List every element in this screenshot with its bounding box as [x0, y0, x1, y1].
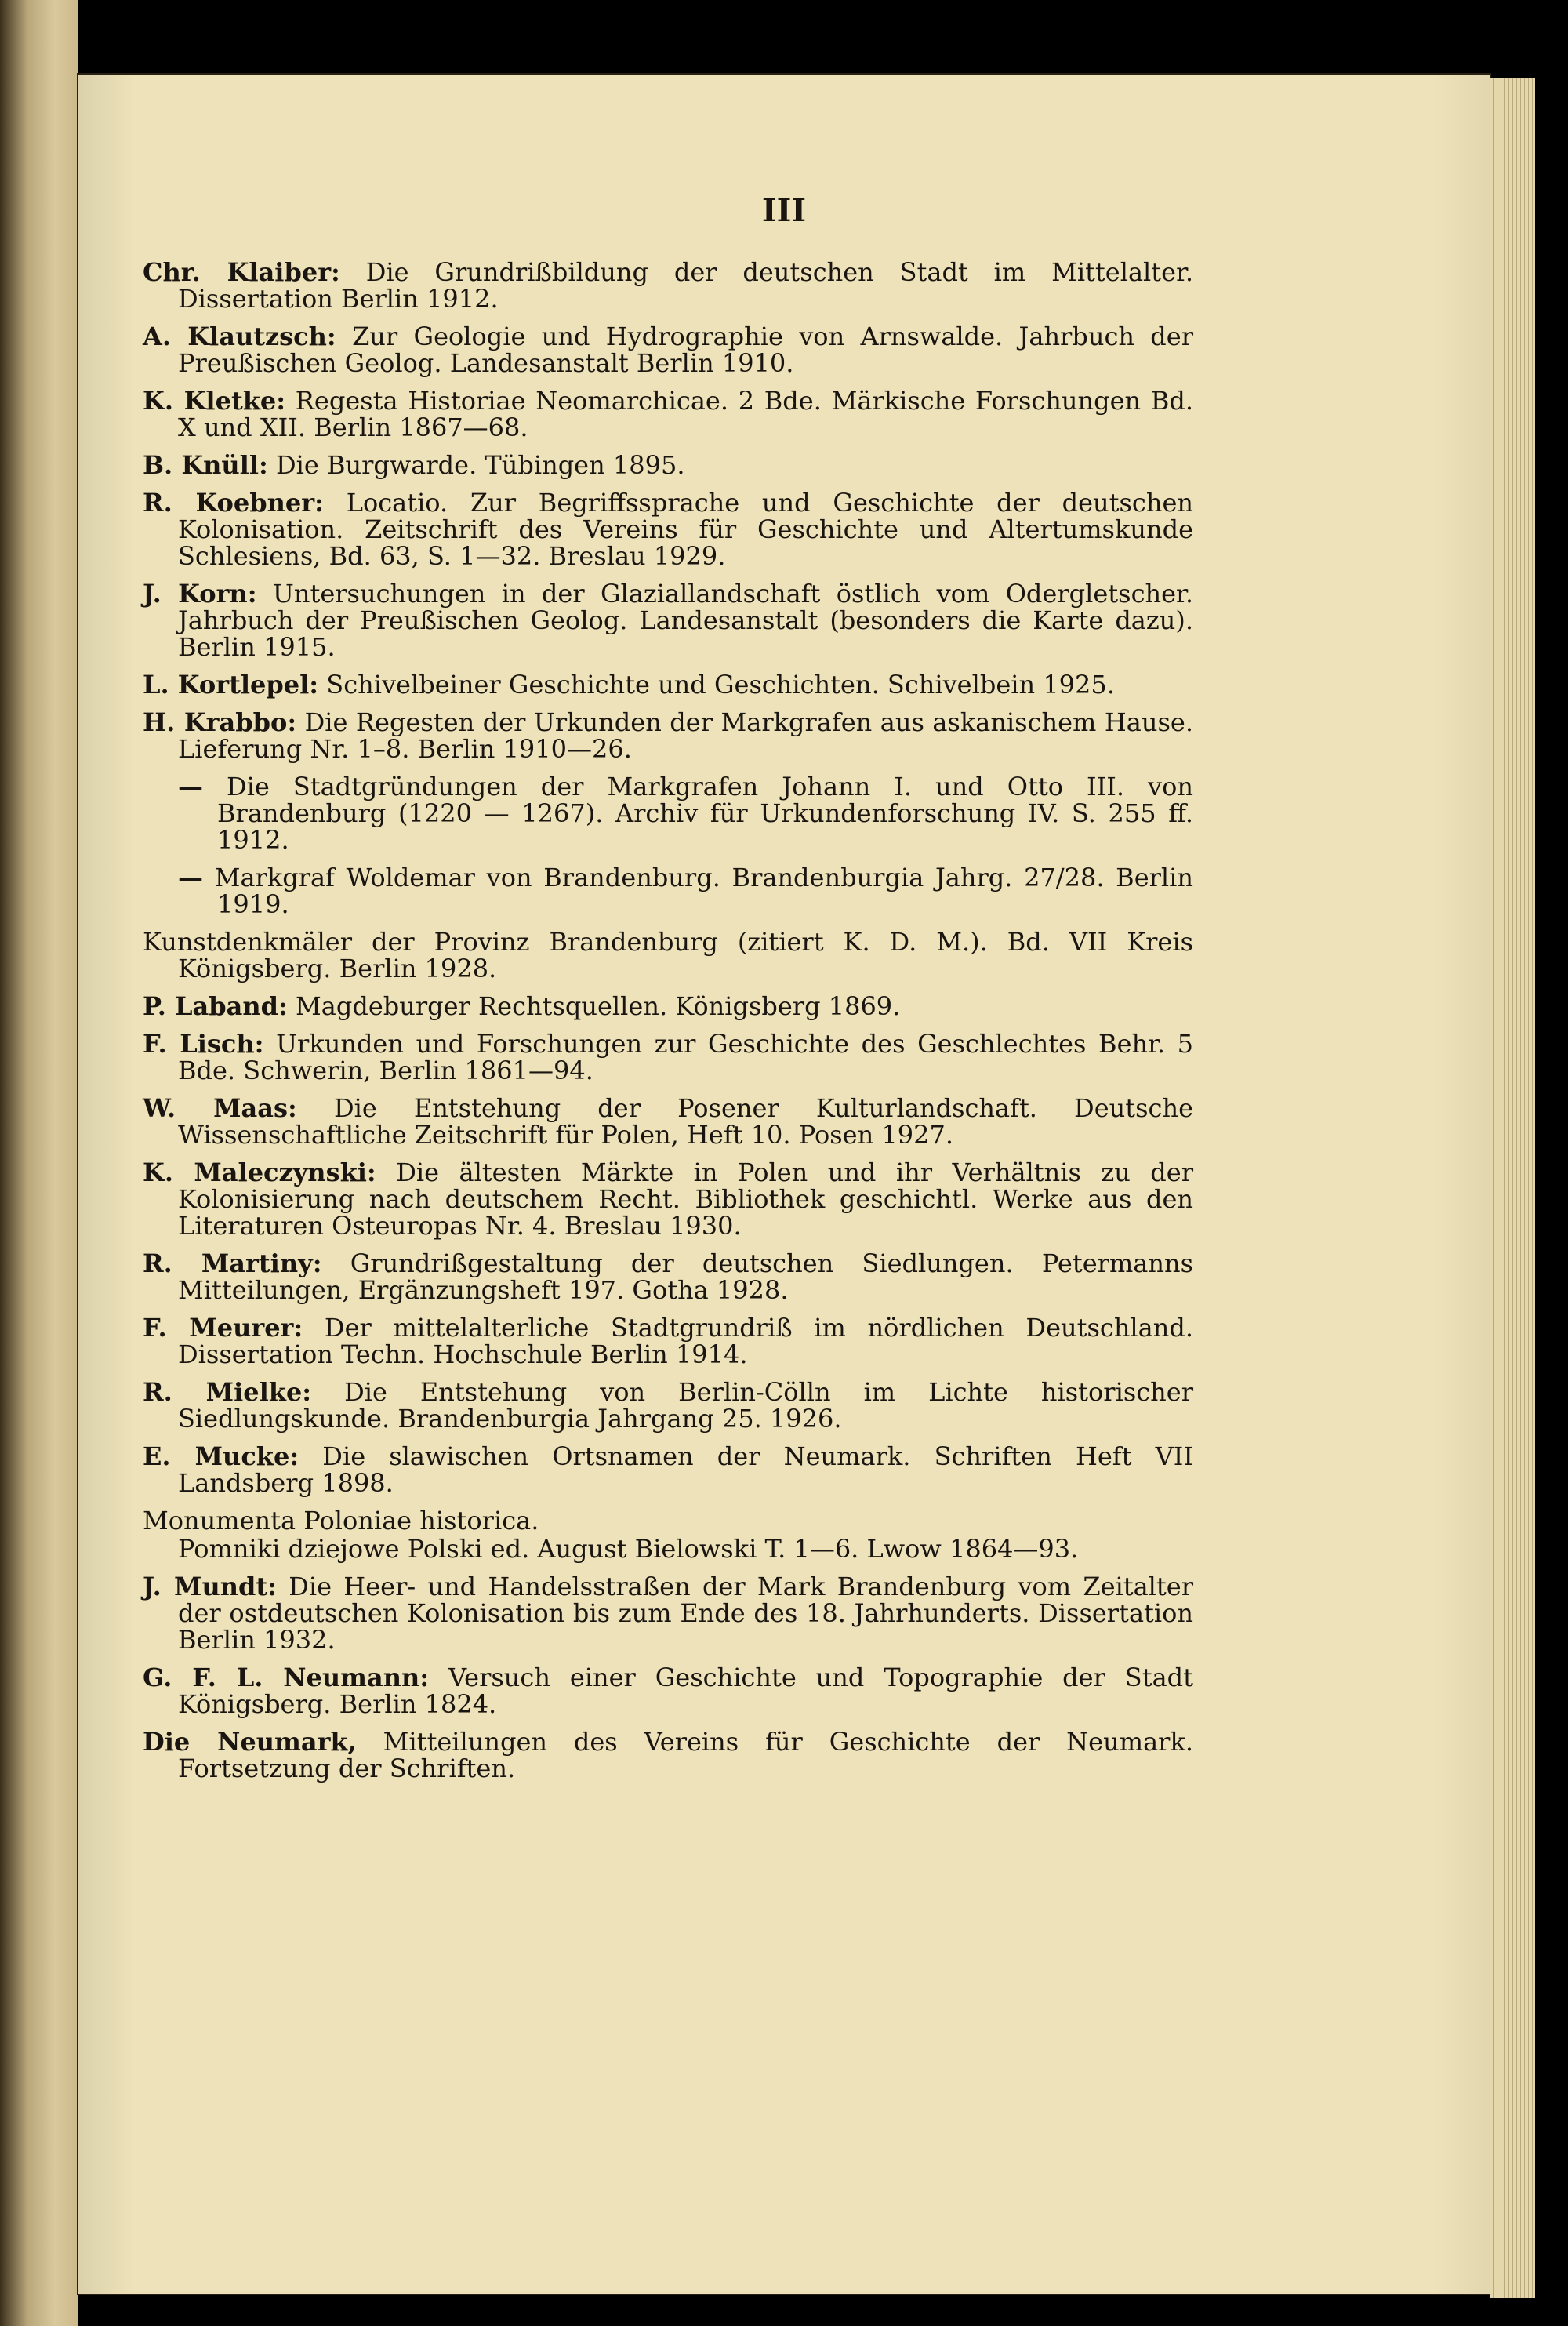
- entry-text: Urkunden und Forschungen zur Geschichte des Geschlechtes Behr. 5 Bde. Schwerin, Berlin 1861—94.: [178, 1029, 1194, 1085]
- bibliography-entry: [143, 773, 1193, 853]
- entry-author: E. Mucke:: [143, 1441, 299, 1471]
- bibliography-entry: [143, 709, 1193, 762]
- bibliography-entry: [143, 993, 1193, 1019]
- bibliography-entry: [143, 1573, 1193, 1653]
- facing-page-edge: [0, 0, 78, 2326]
- bibliography-entry: [143, 929, 1193, 982]
- entry-author: R. Koebner:: [143, 488, 324, 518]
- entry-author: R. Martiny:: [143, 1248, 322, 1278]
- entry-author: R. Mielke:: [143, 1377, 312, 1407]
- bibliography-entry: [143, 1728, 1193, 1782]
- entry-text: Markgraf Woldemar von Brandenburg. Brandenburgia Jahrg. 27/28. Berlin 1919.: [214, 863, 1194, 919]
- entry-text: Die Stadtgründungen der Markgrafen Johann I. und Otto III. von Brandenburg (1220 — 1267). Archiv für Urkundenforschung IV. S. 255 ff. 1912.: [217, 772, 1194, 855]
- bibliography-list: [143, 259, 1193, 1793]
- entry-text: Grundrißgestaltung der deutschen Siedlungen. Petermanns Mitteilungen, Ergänzungsheft 197. Gotha 1928.: [178, 1248, 1194, 1305]
- page-stack-edge: [1490, 78, 1535, 2298]
- bibliography-entry: [143, 387, 1193, 441]
- entry-author: B. Knüll:: [143, 450, 268, 480]
- entry-author: A. Klautzsch:: [143, 322, 336, 351]
- entry-text: Pomniki dziejowe Polski ed. August Bielowski T. 1—6. Lwow 1864—93.: [178, 1534, 1079, 1564]
- bibliography-entry: [143, 1664, 1193, 1717]
- entry-text: Magdeburger Rechtsquellen. Königsberg 1869.: [296, 991, 901, 1021]
- bibliography-entry: [143, 580, 1193, 660]
- entry-text: Die ältesten Märkte in Polen und ihr Verhältnis zu der Kolonisierung nach deutschem Recht. Bibliothek geschichtl. Werke aus den Literaturen Osteuropas Nr. 4. Breslau 1930.: [178, 1158, 1194, 1241]
- entry-text: Der mittelalterliche Stadtgrundriß im nördlichen Deutschland. Dissertation Techn. Hochschule Berlin 1914.: [178, 1313, 1194, 1369]
- bibliography-entry: [143, 1536, 1193, 1562]
- entry-text: Schivelbeiner Geschichte und Geschichten. Schivelbein 1925.: [326, 670, 1115, 700]
- entry-text: Monumenta Poloniae historica.: [143, 1506, 539, 1536]
- entry-text: Untersuchungen in der Glaziallandschaft östlich vom Odergletscher. Jahrbuch der Preußischen Geolog. Landesanstalt (besonders die Karte dazu). Berlin 1915.: [178, 579, 1194, 662]
- entry-author: J. Korn:: [143, 579, 257, 609]
- entry-author: L. Kortlepel:: [143, 670, 319, 700]
- bibliography-entry: [143, 1379, 1193, 1432]
- entry-text: Kunstdenkmäler der Provinz Brandenburg (zitiert K. D. M.). Bd. VII Kreis Königsberg. Berlin 1928.: [143, 927, 1193, 983]
- bibliography-entry: [143, 489, 1193, 569]
- entry-text: Regesta Historiae Neomarchicae. 2 Bde. Märkische Forschungen Bd. X und XII. Berlin 1867—68.: [178, 386, 1194, 442]
- bibliography-entry: [143, 452, 1193, 478]
- entry-author: J. Mundt:: [143, 1572, 277, 1601]
- entry-dash: —: [178, 772, 203, 801]
- bibliography-entry: [143, 323, 1193, 376]
- bibliography-entry: [143, 1159, 1193, 1239]
- entry-author: G. F. L. Neumann:: [143, 1663, 430, 1692]
- entry-text: Versuch einer Geschichte und Topographie der Stadt Königsberg. Berlin 1824.: [178, 1663, 1194, 1719]
- bibliography-entry: [143, 259, 1193, 312]
- entry-author: F. Lisch:: [143, 1029, 264, 1059]
- entry-dash: —: [178, 863, 203, 892]
- entry-author: P. Laband:: [143, 991, 288, 1021]
- page-number: III: [761, 192, 807, 229]
- entry-text: Die Entstehung der Posener Kulturlandschaft. Deutsche Wissenschaftliche Zeitschrift für Polen, Heft 10. Posen 1927.: [178, 1093, 1194, 1150]
- entry-text: Locatio. Zur Begriffssprache und Geschichte der deutschen Kolonisation. Zeitschrift des Vereins für Geschichte und Altertumskunde Schlesiens, Bd. 63, S. 1—32. Breslau 1929.: [178, 488, 1194, 571]
- entry-author: F. Meurer:: [143, 1313, 303, 1343]
- entry-author: Die Neumark,: [143, 1727, 357, 1757]
- entry-text: Die Burgwarde. Tübingen 1895.: [275, 450, 685, 480]
- bibliography-entry: [143, 1443, 1193, 1496]
- bibliography-entry: [143, 671, 1193, 698]
- entry-author: H. Krabbo:: [143, 707, 297, 737]
- entry-author: K. Maleczynski:: [143, 1158, 376, 1187]
- bibliography-entry: [143, 1095, 1193, 1148]
- entry-author: W. Maas:: [143, 1093, 297, 1123]
- entry-text: Die Entstehung von Berlin-Cölln im Lichte historischer Siedlungskunde. Brandenburgia Jahrgang 25. 1926.: [178, 1377, 1193, 1434]
- entry-text: Die Heer- und Handelsstraßen der Mark Brandenburg vom Zeitalter der ostdeutschen Kolonisation bis zum Ende des 18. Jahrhunderts. Dissertation Berlin 1932.: [178, 1572, 1194, 1655]
- bibliography-entry: [143, 864, 1193, 918]
- entry-text: Die slawischen Ortsnamen der Neumark. Schriften Heft VII Landsberg 1898.: [178, 1441, 1194, 1498]
- entry-text: Die Grundrißbildung der deutschen Stadt im Mittelalter. Dissertation Berlin 1912.: [178, 257, 1194, 314]
- bibliography-entry: [143, 1030, 1193, 1084]
- bibliography-entry: [143, 1250, 1193, 1303]
- entry-text: Zur Geologie und Hydrographie von Arnswalde. Jahrbuch der Preußischen Geolog. Landesanstalt Berlin 1910.: [178, 322, 1194, 378]
- bibliography-entry: [143, 1507, 1193, 1534]
- bibliography-entry: [143, 1314, 1193, 1368]
- entry-author: K. Kletke:: [143, 386, 286, 416]
- entry-text: Die Regesten der Urkunden der Markgrafen aus askanischem Hause. Lieferung Nr. 1–8. Berlin 1910—26.: [178, 707, 1194, 764]
- entry-author: Chr. Klaiber:: [143, 257, 340, 287]
- entry-text: Mitteilungen des Vereins für Geschichte der Neumark. Fortsetzung der Schriften.: [178, 1727, 1194, 1783]
